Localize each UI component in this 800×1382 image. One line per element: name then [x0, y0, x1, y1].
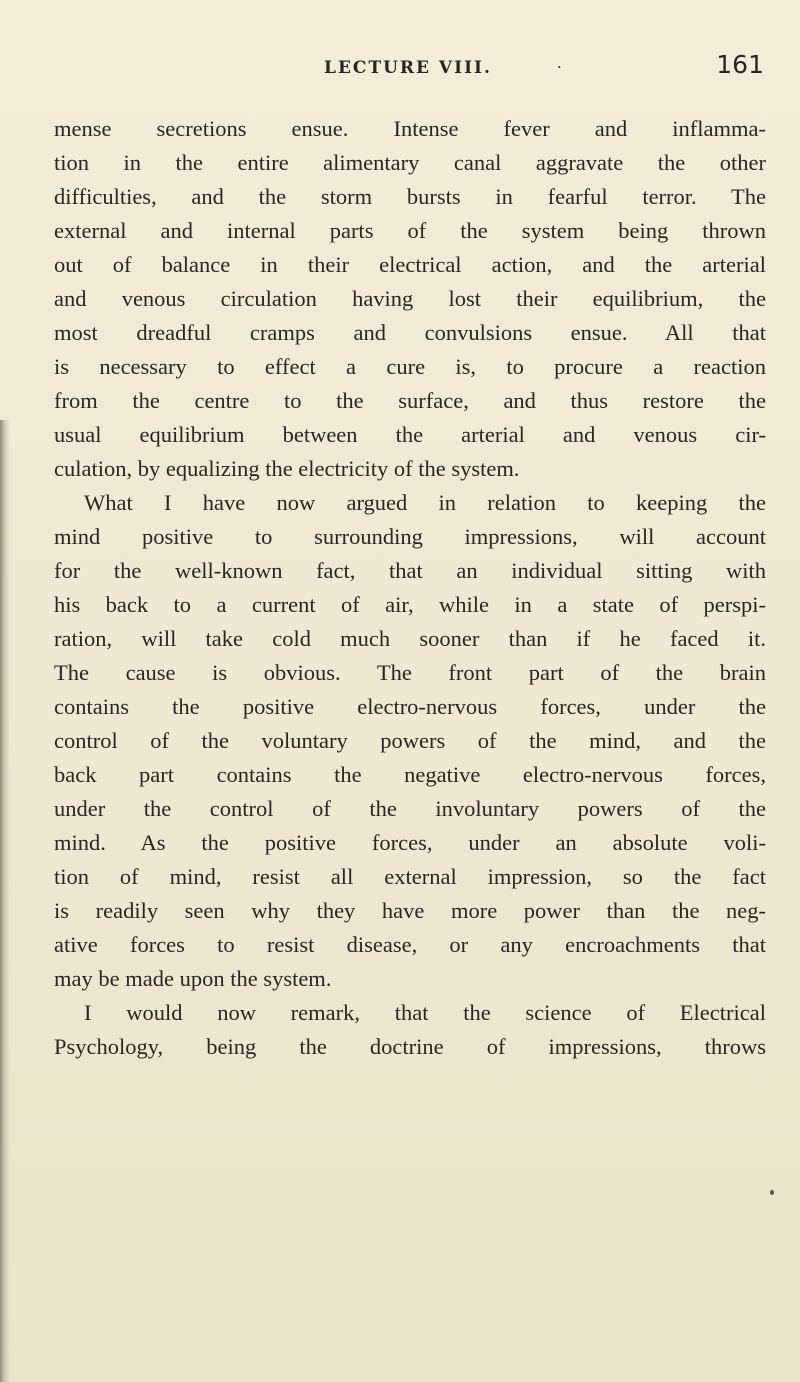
paragraph — [54, 486, 766, 996]
text-line: What I have now argued in relation to keeping the — [84, 490, 766, 515]
text-line: The cause is obvious. The front part of the brain — [54, 660, 766, 685]
text-line: Psychology, being the doctrine of impressions, throws — [54, 1034, 766, 1059]
text-line: for the well-known fact, that an individual sitting with — [54, 558, 766, 583]
text-line: mind positive to surrounding impressions, will account — [54, 524, 766, 549]
text-line: back part contains the negative electro-nervous forces, — [54, 762, 766, 787]
running-head-title: LECTURE VIII. — [324, 58, 492, 78]
text-line: usual equilibrium between the arterial and venous cir- — [54, 422, 766, 447]
running-head — [54, 44, 766, 84]
text-line: may be made upon the system. — [54, 966, 332, 991]
body-text — [54, 112, 766, 1064]
text-line: is readily seen why they have more power than the neg- — [54, 898, 766, 923]
text-line: culation, by equalizing the electricity of the system. — [54, 456, 520, 481]
running-head-separator: · — [557, 58, 562, 76]
text-line: tion of mind, resist all external impression, so the fact — [54, 864, 766, 889]
page-number: 161 — [716, 50, 764, 79]
text-line: from the centre to the surface, and thus restore the — [54, 388, 766, 413]
text-line: ative forces to resist disease, or any encroachments that — [54, 932, 766, 957]
ink-speck — [770, 1190, 774, 1195]
text-line: I would now remark, that the science of Electrical — [84, 1000, 766, 1025]
text-line: mense secretions ensue. Intense fever and inflamma- — [54, 116, 766, 141]
paragraph — [54, 112, 766, 486]
text-line: is necessary to effect a cure is, to procure a reaction — [54, 354, 766, 379]
paragraph — [54, 996, 766, 1064]
text-line: under the control of the involuntary powers of the — [54, 796, 766, 821]
text-line: external and internal parts of the system being thrown — [54, 218, 766, 243]
text-line: contains the positive electro-nervous forces, under the — [54, 694, 766, 719]
text-line: control of the voluntary powers of the mind, and the — [54, 728, 766, 753]
text-line: and venous circulation having lost their equilibrium, the — [54, 286, 766, 311]
text-line: ration, will take cold much sooner than if he faced it. — [54, 626, 766, 651]
text-line: mind. As the positive forces, under an absolute voli- — [54, 830, 766, 855]
gutter-shadow — [0, 420, 10, 1382]
text-line: out of balance in their electrical action, and the arterial — [54, 252, 766, 277]
text-line: difficulties, and the storm bursts in fearful terror. The — [54, 184, 766, 209]
text-line: his back to a current of air, while in a state of perspi- — [54, 592, 766, 617]
text-line: most dreadful cramps and convulsions ensue. All that — [54, 320, 766, 345]
text-line: tion in the entire alimentary canal aggravate the other — [54, 150, 766, 175]
